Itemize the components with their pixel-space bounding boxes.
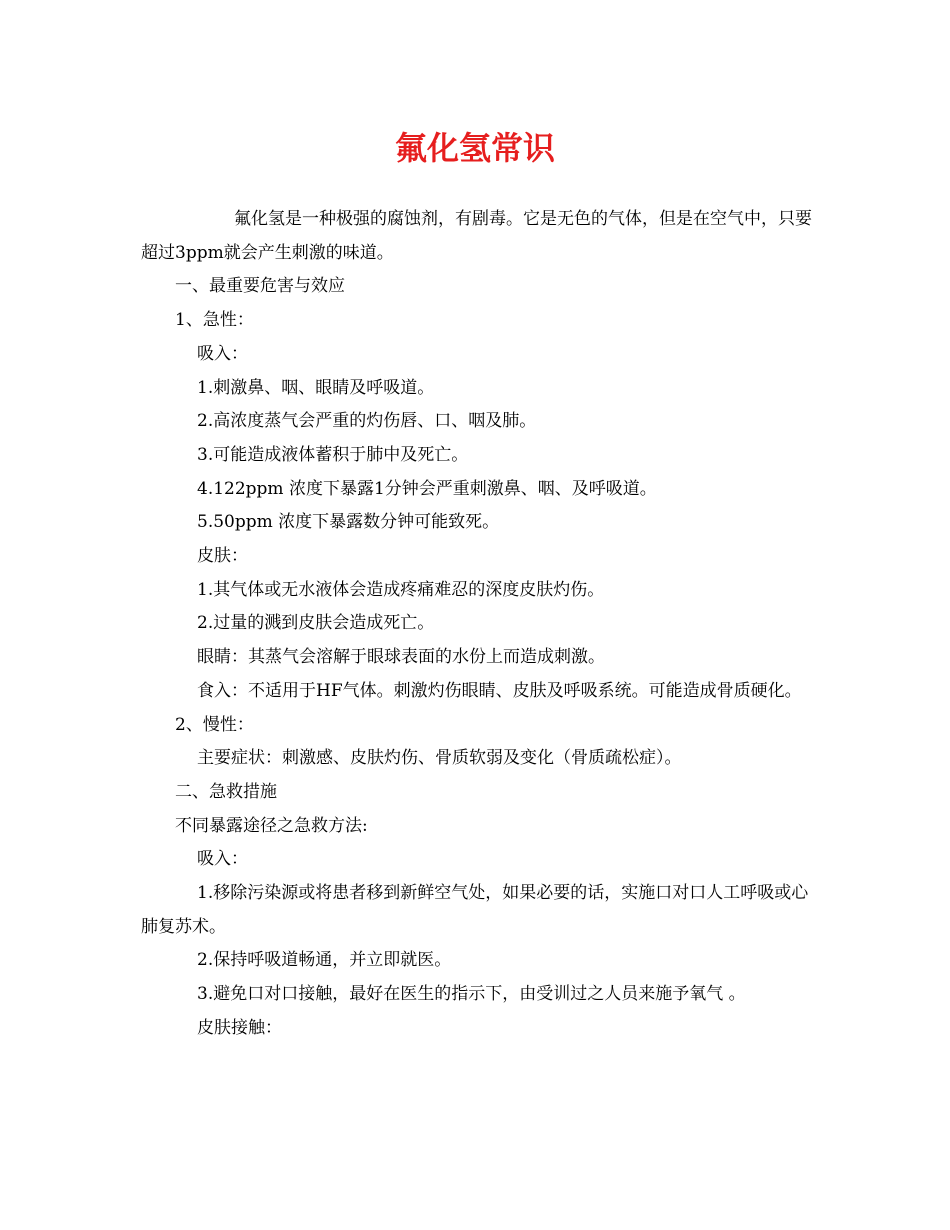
document-body [141, 203, 821, 1046]
label-inhalation-first-aid: 吸入： [197, 849, 248, 870]
list-item: 2.高浓度蒸气会严重的灼伤唇、口、咽及肺。 [197, 411, 537, 432]
document-title: 氟化氢常识 [394, 129, 555, 167]
eyes-paragraph: 眼睛：其蒸气会溶解于眼球表面的水份上而造成刺激。 [197, 647, 605, 668]
list-item: 2.保持呼吸道畅通，并立即就医。 [197, 950, 452, 971]
list-item: 3.可能造成液体蓄积于肺中及死亡。 [197, 444, 469, 465]
subsection-chronic: 2、慢性： [175, 714, 254, 735]
list-item: 1.移除污染源或将患者移到新鲜空气处，如果必要的话，实施口对口人工呼吸或心肺复苏术。 [141, 883, 809, 937]
chronic-symptoms: 主要症状：刺激感、皮肤灼伤、骨质软弱及变化（骨质疏松症）。 [197, 748, 682, 769]
ingestion-paragraph: 食入：不适用于HF气体。刺激灼伤眼睛、皮肤及呼吸系统。可能造成骨质硬化。 [197, 680, 802, 701]
label-skin: 皮肤： [197, 546, 248, 567]
subsection-acute: 1、急性： [175, 310, 254, 331]
section-heading-first-aid: 二、急救措施 [175, 781, 277, 802]
label-skin-contact: 皮肤接触： [197, 1017, 282, 1038]
list-item: 3.避免口对口接触，最好在医生的指示下，由受训过之人员来施予氧气 。 [197, 984, 746, 1005]
list-item: 5.50ppm 浓度下暴露数分钟可能致死。 [197, 512, 500, 533]
label-inhalation: 吸入： [197, 343, 248, 364]
list-item: 1.其气体或无水液体会造成疼痛难忍的深度皮肤灼伤。 [197, 579, 605, 600]
list-item: 2.过量的溅到皮肤会造成死亡。 [197, 613, 435, 634]
list-item: 1.刺激鼻、咽、眼睛及呼吸道。 [197, 377, 435, 398]
section-heading-hazards: 一、最重要危害与效应 [175, 276, 345, 297]
first-aid-intro: 不同暴露途径之急救方法: [175, 815, 368, 836]
list-item: 4.122ppm 浓度下暴露1分钟会严重刺激鼻、咽、及呼吸道。 [197, 478, 657, 499]
intro-paragraph: 氟化氢是一种极强的腐蚀剂，有剧毒。它是无色的气体，但是在空气中，只要超过3ppm就会产生刺激的味道。 [141, 209, 812, 263]
